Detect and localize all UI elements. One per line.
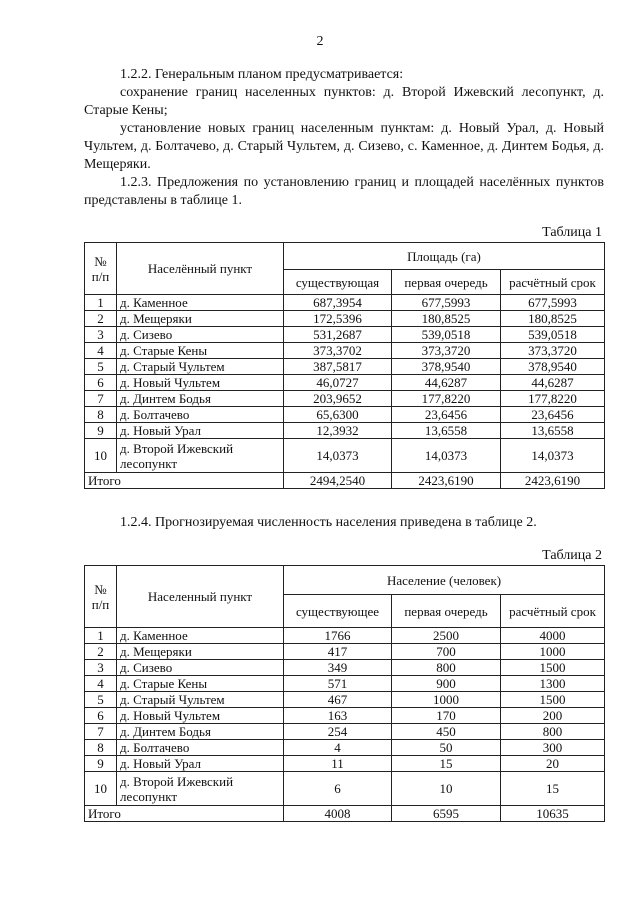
- value-existing: 6: [284, 772, 392, 806]
- settlement-name: д. Новый Урал: [117, 423, 284, 439]
- value-first-stage: 2500: [392, 628, 501, 644]
- value-estimated: 539,0518: [501, 327, 605, 343]
- settlement-name: д. Сизево: [117, 327, 284, 343]
- settlement-name: д. Мещеряки: [117, 311, 284, 327]
- header-population-group: Население (человек): [284, 566, 605, 595]
- value-first-stage: 539,0518: [392, 327, 501, 343]
- table-row: [85, 407, 605, 423]
- total-label: Итого: [85, 806, 284, 822]
- paragraph-new-borders: установление новых границ населенным пунктам: д. Новый Урал, д. Новый Чультем, д. Болтачево, д. Старый Чультем, д. Сизево, с. Каменное, д. Динтем Бодья, д. Мещеряки.: [84, 121, 604, 172]
- table-row: [85, 311, 605, 327]
- settlement-name: д. Старый Чультем: [117, 359, 284, 375]
- value-first-stage: 23,6456: [392, 407, 501, 423]
- value-first-stage: 450: [392, 724, 501, 740]
- value-existing: 172,5396: [284, 311, 392, 327]
- settlement-name: д. Второй Ижевский лесопункт: [117, 772, 284, 806]
- header-estimated: расчётный срок: [501, 270, 605, 295]
- value-estimated: 800: [501, 724, 605, 740]
- header-name: Населённый пункт: [117, 243, 284, 295]
- total-label: Итого: [85, 473, 284, 489]
- value-existing: 14,0373: [284, 439, 392, 473]
- value-first-stage: 1000: [392, 692, 501, 708]
- value-estimated: 378,9540: [501, 359, 605, 375]
- value-estimated: 200: [501, 708, 605, 724]
- row-number: 3: [85, 327, 117, 343]
- value-estimated: 1500: [501, 660, 605, 676]
- value-first-stage: 700: [392, 644, 501, 660]
- table2-caption: Таблица 2: [542, 548, 602, 563]
- header-existing: существующая: [284, 270, 392, 295]
- value-existing: 387,5817: [284, 359, 392, 375]
- table-row: [85, 359, 605, 375]
- settlement-name: д. Каменное: [117, 295, 284, 311]
- settlement-name: д. Сизево: [117, 660, 284, 676]
- settlement-name: д. Старый Чультем: [117, 692, 284, 708]
- value-existing: 467: [284, 692, 392, 708]
- row-number: 5: [85, 692, 117, 708]
- value-first-stage: 900: [392, 676, 501, 692]
- total-value: 10635: [501, 806, 605, 822]
- header-first-stage: первая очередь: [392, 270, 501, 295]
- row-number: 6: [85, 708, 117, 724]
- value-first-stage: 180,8525: [392, 311, 501, 327]
- value-estimated: 1000: [501, 644, 605, 660]
- value-first-stage: 677,5993: [392, 295, 501, 311]
- value-estimated: 180,8525: [501, 311, 605, 327]
- table2-body: [85, 628, 605, 822]
- value-first-stage: 15: [392, 756, 501, 772]
- value-estimated: 677,5993: [501, 295, 605, 311]
- settlement-name: д. Новый Чультем: [117, 375, 284, 391]
- table-row: [85, 343, 605, 359]
- value-first-stage: 378,9540: [392, 359, 501, 375]
- value-existing: 65,6300: [284, 407, 392, 423]
- row-number: 5: [85, 359, 117, 375]
- table1-body: [85, 295, 605, 489]
- value-existing: 46,0727: [284, 375, 392, 391]
- row-number: 3: [85, 660, 117, 676]
- total-value: 6595: [392, 806, 501, 822]
- header-num: № п/п: [85, 243, 117, 295]
- value-estimated: 14,0373: [501, 439, 605, 473]
- settlement-name: д. Старые Кены: [117, 676, 284, 692]
- paragraph-1-2-3: 1.2.3. Предложения по установлению границ и площадей населённых пунктов представлены в таблице 1.: [84, 175, 604, 208]
- table-row: [85, 724, 605, 740]
- settlement-name: д. Болтачево: [117, 407, 284, 423]
- table-row: [85, 628, 605, 644]
- row-number: 1: [85, 628, 117, 644]
- row-number: 2: [85, 311, 117, 327]
- value-first-stage: 10: [392, 772, 501, 806]
- total-row: [85, 473, 605, 489]
- header-name: Населенный пункт: [117, 566, 284, 628]
- paragraph-preserve-borders: сохранение границ населенных пунктов: д. Второй Ижевский лесопункт, д. Старые Кены;: [84, 85, 604, 118]
- row-number: 2: [85, 644, 117, 660]
- settlement-name: д. Болтачево: [117, 740, 284, 756]
- table-row: [85, 756, 605, 772]
- paragraph-1-2-4: 1.2.4. Прогнозируемая численность населения приведена в таблице 2.: [120, 515, 537, 530]
- value-first-stage: 14,0373: [392, 439, 501, 473]
- value-first-stage: 50: [392, 740, 501, 756]
- row-number: 8: [85, 740, 117, 756]
- row-number: 7: [85, 391, 117, 407]
- table-row: [85, 423, 605, 439]
- header-estimated: расчётный срок: [501, 595, 605, 628]
- value-existing: 254: [284, 724, 392, 740]
- total-value: 2423,6190: [501, 473, 605, 489]
- table-row: [85, 391, 605, 407]
- settlement-name: д. Второй Ижевский лесопункт: [117, 439, 284, 473]
- value-existing: 687,3954: [284, 295, 392, 311]
- value-estimated: 1500: [501, 692, 605, 708]
- header-area-group: Площадь (га): [284, 243, 605, 270]
- table-row: [85, 676, 605, 692]
- row-number: 1: [85, 295, 117, 311]
- value-first-stage: 373,3720: [392, 343, 501, 359]
- settlement-name: д. Мещеряки: [117, 644, 284, 660]
- table-row: [85, 327, 605, 343]
- row-number: 6: [85, 375, 117, 391]
- row-number: 10: [85, 772, 117, 806]
- row-number: 9: [85, 756, 117, 772]
- value-existing: 1766: [284, 628, 392, 644]
- value-estimated: 4000: [501, 628, 605, 644]
- table-row: [85, 439, 605, 473]
- paragraph-1-2-2: 1.2.2. Генеральным планом предусматривается:: [120, 67, 404, 82]
- value-existing: 203,9652: [284, 391, 392, 407]
- header-num: № п/п: [85, 566, 117, 628]
- value-first-stage: 44,6287: [392, 375, 501, 391]
- value-existing: 417: [284, 644, 392, 660]
- table-population: [84, 565, 605, 822]
- value-estimated: 13,6558: [501, 423, 605, 439]
- value-first-stage: 170: [392, 708, 501, 724]
- row-number: 7: [85, 724, 117, 740]
- table-row: [85, 644, 605, 660]
- value-estimated: 23,6456: [501, 407, 605, 423]
- value-existing: 571: [284, 676, 392, 692]
- total-value: 4008: [284, 806, 392, 822]
- value-existing: 4: [284, 740, 392, 756]
- value-existing: 531,2687: [284, 327, 392, 343]
- table-row: [85, 708, 605, 724]
- table-row: [85, 740, 605, 756]
- table1-caption: Таблица 1: [542, 225, 602, 240]
- value-existing: 11: [284, 756, 392, 772]
- table-row: [85, 660, 605, 676]
- value-estimated: 177,8220: [501, 391, 605, 407]
- value-estimated: 373,3720: [501, 343, 605, 359]
- row-number: 10: [85, 439, 117, 473]
- row-number: 4: [85, 343, 117, 359]
- settlement-name: д. Динтем Бодья: [117, 724, 284, 740]
- value-existing: 12,3932: [284, 423, 392, 439]
- table-row: [85, 375, 605, 391]
- value-first-stage: 13,6558: [392, 423, 501, 439]
- settlement-name: д. Каменное: [117, 628, 284, 644]
- table-area: [84, 242, 605, 489]
- value-existing: 163: [284, 708, 392, 724]
- value-existing: 349: [284, 660, 392, 676]
- value-estimated: 20: [501, 756, 605, 772]
- total-value: 2494,2540: [284, 473, 392, 489]
- row-number: 4: [85, 676, 117, 692]
- row-number: 8: [85, 407, 117, 423]
- settlement-name: д. Динтем Бодья: [117, 391, 284, 407]
- row-number: 9: [85, 423, 117, 439]
- table-row: [85, 295, 605, 311]
- table-row: [85, 772, 605, 806]
- settlement-name: д. Новый Урал: [117, 756, 284, 772]
- header-first-stage: первая очередь: [392, 595, 501, 628]
- value-estimated: 15: [501, 772, 605, 806]
- value-first-stage: 800: [392, 660, 501, 676]
- page-number: 2: [316, 34, 324, 49]
- value-estimated: 300: [501, 740, 605, 756]
- settlement-name: д. Старые Кены: [117, 343, 284, 359]
- table-row: [85, 692, 605, 708]
- total-row: [85, 806, 605, 822]
- total-value: 2423,6190: [392, 473, 501, 489]
- value-existing: 373,3702: [284, 343, 392, 359]
- value-estimated: 44,6287: [501, 375, 605, 391]
- value-first-stage: 177,8220: [392, 391, 501, 407]
- value-estimated: 1300: [501, 676, 605, 692]
- settlement-name: д. Новый Чультем: [117, 708, 284, 724]
- header-existing: существующее: [284, 595, 392, 628]
